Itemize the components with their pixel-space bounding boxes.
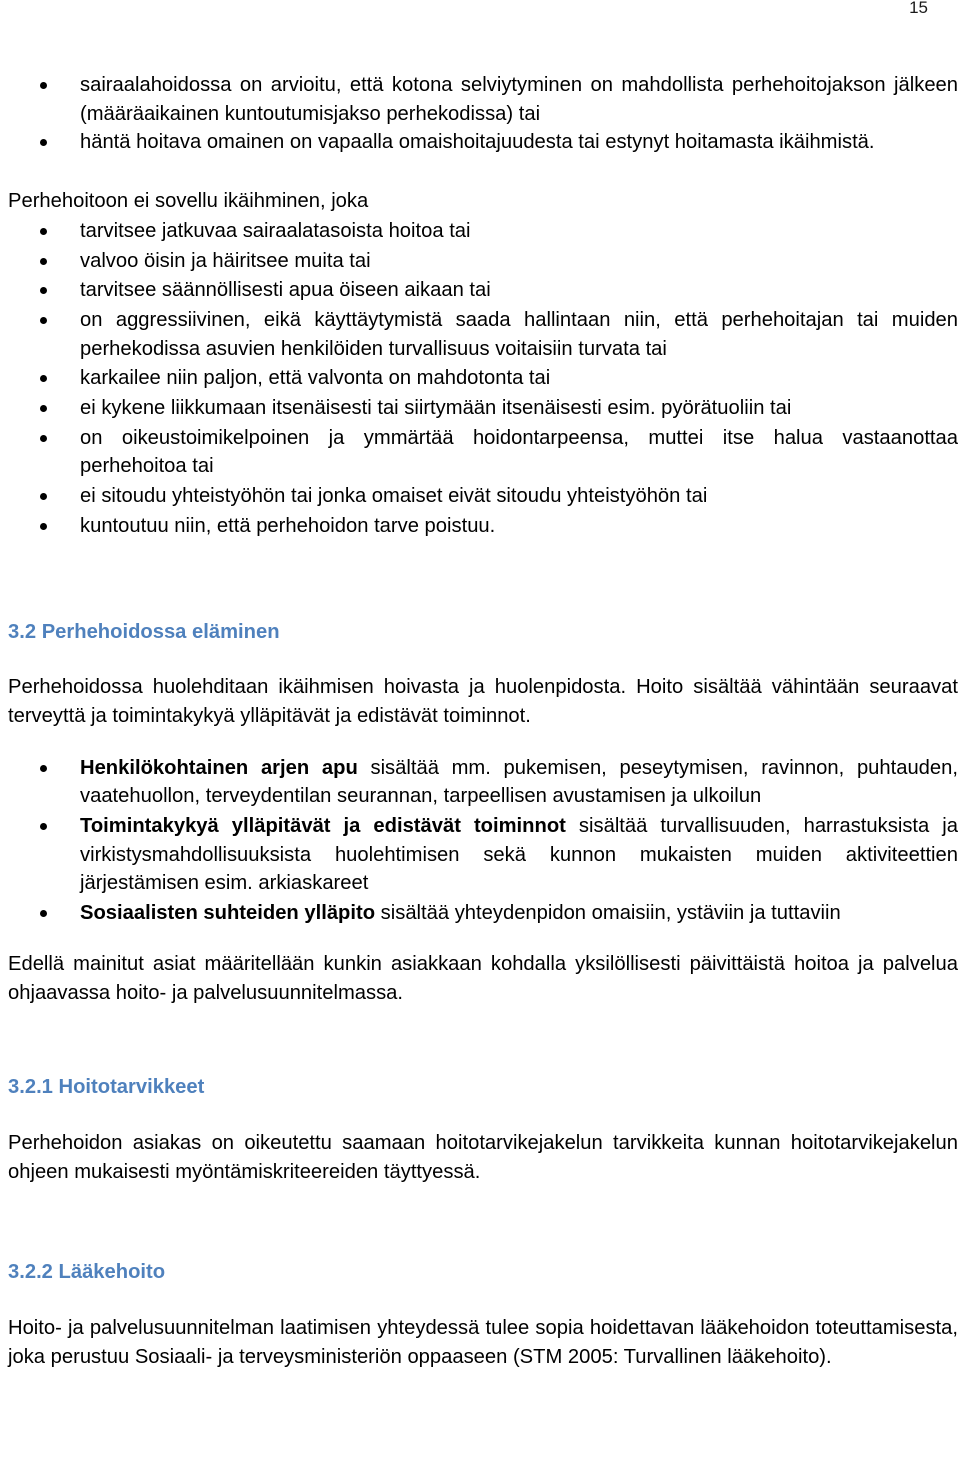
list-item: on aggressiivinen, eikä käyttäytymistä saada hallintaan niin, että perhehoitajan tai muiden perhekodissa asuvien henkilöiden turvallisuus voitaisiin turvata tai bbox=[8, 306, 958, 363]
care-content-list bbox=[8, 754, 958, 928]
section-heading-3-2-2 bbox=[8, 1258, 958, 1287]
section-3-2-paragraph: Perhehoidossa huolehditaan ikäihmisen hoivasta ja huolenpidosta. Hoito sisältää vähintään seuraavat terveyttä ja toimintakykyä ylläpitävät ja edistävät toiminnot. bbox=[8, 676, 958, 727]
list-item: tarvitsee jatkuvaa sairaalatasoista hoitoa tai bbox=[8, 217, 958, 246]
list-item: karkailee niin paljon, että valvonta on mahdotonta tai bbox=[8, 364, 958, 393]
list-item-text: sisältää yhteydenpidon omaisiin, ystäviin ja tuttaviin bbox=[375, 902, 841, 925]
section-title: Lääkehoito bbox=[58, 1261, 166, 1284]
list-item: valvoo öisin ja häiritsee muita tai bbox=[8, 247, 958, 276]
list-item bbox=[8, 899, 958, 928]
list-item: häntä hoitava omainen on vapaalla omaishoitajuudesta tai estynyt hoitamasta ikäihmistä. bbox=[8, 128, 958, 157]
intro-bullet-list bbox=[8, 71, 958, 157]
section-title: Hoitotarvikkeet bbox=[58, 1076, 205, 1099]
section-number: 3.2.1 bbox=[8, 1076, 53, 1099]
page-number: 15 bbox=[909, 0, 928, 17]
section-number: 3.2 bbox=[8, 620, 37, 643]
list-item: ei kykene liikkumaan itsenäisesti tai siirtymään itsenäisesti esim. pyörätuoliin tai bbox=[8, 394, 958, 423]
list-item bbox=[8, 754, 958, 811]
section-3-2-2-paragraph: Hoito- ja palvelusuunnitelman laatimisen yhteydessä tulee sopia hoidettavan lääkehoidon toteuttamisesta, joka perustuu Sosiaali- ja terveysministeriön oppaaseen (STM 2005: Turvallinen lääkehoito). bbox=[8, 1317, 958, 1368]
list-item-bold: Sosiaalisten suhteiden ylläpito bbox=[80, 902, 376, 925]
section-title: Perhehoidossa eläminen bbox=[41, 620, 280, 643]
document-body bbox=[8, 71, 958, 1372]
exclusion-bullet-list bbox=[8, 217, 958, 541]
section-3-2-1-paragraph: Perhehoidon asiakas on oikeutettu saamaan hoitotarvikejakelun tarvikkeita kunnan hoitotarvikejakelun ohjeen mukaisesti myöntämiskriteereiden täyttyessä. bbox=[8, 1131, 958, 1183]
list-item: tarvitsee säännöllisesti apua öiseen aikaan tai bbox=[8, 276, 958, 305]
list-item-text: sisältää turvallisuuden, harrastuksista ja virkistysmahdollisuuksista huolehtimisen sekä kunnon mukaisten muiden aktiviteettien järjestämisen esim. arkiaskareet bbox=[80, 815, 958, 895]
list-item-bold: Toimintakykyä ylläpitävät ja edistävät toiminnot bbox=[80, 815, 566, 838]
list-item: ei sitoudu yhteistyöhön tai jonka omaiset eivät sitoudu yhteistyöhön tai bbox=[8, 482, 958, 511]
list-item: on oikeustoimikelpoinen ja ymmärtää hoidontarpeensa, muttei itse halua vastaanottaa perhehoitoa tai bbox=[8, 424, 958, 481]
section-3-2-closing: Edellä mainitut asiat määritellään kunkin asiakkaan kohdalla yksilöllisesti päivittäistä hoitoa ja palvelua ohjaavassa hoito- ja palvelusuunnitelmassa. bbox=[8, 952, 958, 1004]
list-item: kuntoutuu niin, että perhehoidon tarve poistuu. bbox=[8, 512, 958, 541]
list-item bbox=[8, 812, 958, 898]
list-item: sairaalahoidossa on arvioitu, että kotona selviytyminen on mahdollista perhehoitojakson jälkeen (määräaikainen kuntoutumisjakso perhekodissa) tai bbox=[8, 71, 958, 128]
section-number: 3.2.2 bbox=[8, 1261, 53, 1284]
exclusion-intro: Perhehoitoon ei sovellu ikäihminen, joka bbox=[8, 190, 369, 213]
section-heading-3-2-1 bbox=[8, 1073, 958, 1102]
list-item-text: sisältää mm. pukemisen, peseytymisen, ravinnon, puhtauden, vaatehuollon, terveydentilan seurannan, tarpeellisen avustamisen ja ulkoilun bbox=[80, 756, 958, 808]
list-item-bold: Henkilökohtainen arjen apu bbox=[80, 756, 358, 779]
section-heading-3-2 bbox=[8, 618, 958, 647]
